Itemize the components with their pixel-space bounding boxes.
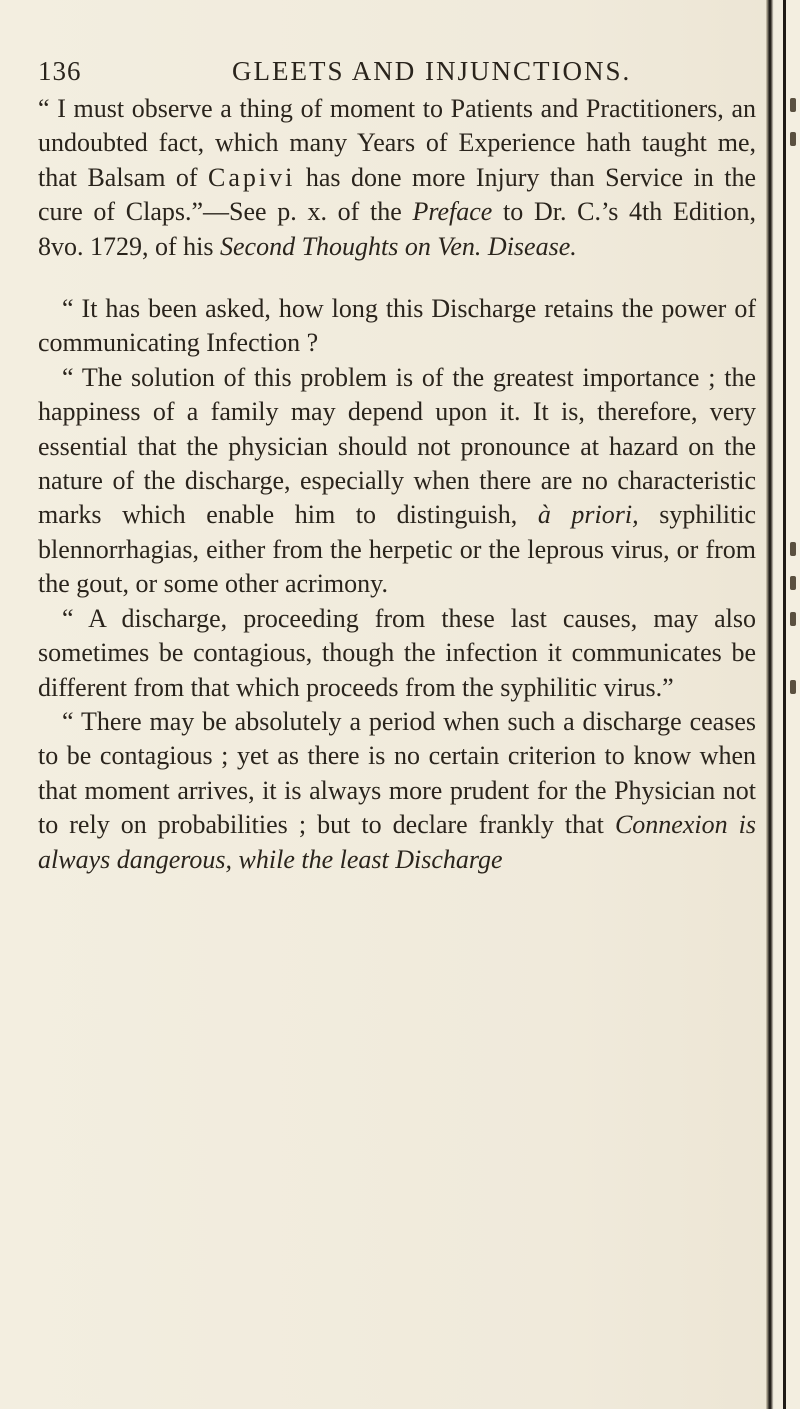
paragraph-solution xyxy=(38,361,756,602)
paragraph1-text-a: “ I must observe a thing of moment to Patients and Practitioners, an undoubted fact, which many Years of Experience hath taught me, that Balsam of xyxy=(38,94,756,192)
paragraph-gap xyxy=(38,264,756,292)
running-title: GLEETS AND INJUNCTIONS. xyxy=(232,56,632,86)
body-text xyxy=(38,92,756,877)
paragraph-period xyxy=(38,705,756,877)
paragraph3-text-b: syphilitic blennorrhagias, either from the herpetic or the leprous virus, or from the gout, or some other acrimony. xyxy=(38,500,757,599)
paragraph1-text-b: has done more Injury than Service in the cure of Claps.”—See p. x. of the xyxy=(38,162,757,227)
edge-mark xyxy=(790,612,796,626)
edge-mark xyxy=(790,132,796,146)
book-title-italic: Second Thoughts on Ven. Disease. xyxy=(220,231,577,261)
capivi-term: Capivi xyxy=(208,162,296,192)
paragraph-discharge: “ A discharge, proceeding from these last causes, may also sometimes be contagious, though the infection it communicates be different from that which proceeds from the syphilitic virus.” xyxy=(38,603,756,702)
page-number: 136 xyxy=(38,56,82,86)
paragraph-quote-preface xyxy=(38,92,756,264)
a-priori-italic: à priori, xyxy=(537,500,639,530)
paragraph5-text-a: “ There may be absolutely a period when such a discharge ceases to be contagious ; yet as there is no certain criterion to know when that moment arrives, it is always more prudent for the Physician not to rely on probabilities ; but to declare frankly that xyxy=(38,706,756,840)
edge-mark xyxy=(790,680,796,694)
edge-mark xyxy=(790,576,796,590)
edge-mark xyxy=(790,98,796,112)
edge-mark xyxy=(790,542,796,556)
paragraph-question: “ It has been asked, how long this Discharge retains the power of communicating Infection ? xyxy=(38,294,756,358)
binding-line xyxy=(783,0,786,1409)
paragraph1-text-c: to Dr. C.’s 4th Edition, 8vo. 1729, of his xyxy=(38,197,756,261)
paragraph3-text-a: “ The solution of this problem is of the greatest importance ; the happiness of a family may depend upon it. It is, therefore, very essential that the physician should not pronounce at hazard on the nature of the discharge, especially when there are no characteristic marks which enable him to distinguish, xyxy=(38,362,756,530)
connexion-italic: Connexion is always dangerous, while the least Discharge xyxy=(38,810,756,874)
page-header xyxy=(38,56,758,96)
preface-italic: Preface xyxy=(412,197,493,227)
